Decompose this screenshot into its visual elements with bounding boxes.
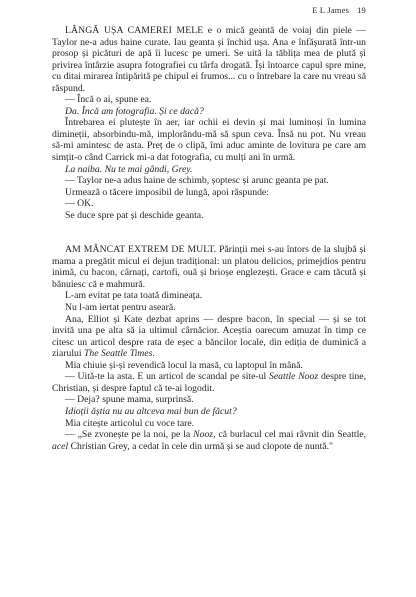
paragraph-9-text: Se duce spre pat și deschide geanta. (65, 209, 204, 221)
paragraph-6 (52, 175, 366, 187)
paragraph-15-italic2: Seattle Nooz (269, 371, 319, 383)
paragraph-15-tail: despre tine, Christian, și despre faptul că te-ai logodit. (52, 371, 367, 394)
paragraph-13-italic2: The Seattle Times (84, 348, 153, 360)
paragraph-1-sc: LÂNGĂ UȘA CAMEREI MELE (65, 25, 204, 36)
paragraph-11-text: L-am evitat pe tata toată dimineața. (65, 290, 203, 302)
paragraph-12 (52, 302, 366, 314)
paragraph-17-italic: Idioții ăștia nu au altceva mai bun de făcut? (65, 405, 237, 417)
running-header (52, 5, 366, 15)
paragraph-11 (52, 290, 366, 302)
paragraph-8 (52, 198, 366, 210)
paragraph-12-text: Nu l-am iertat pentru aseară. (65, 302, 176, 314)
paragraph-13-text: Ana, Elliot și Kate dezbat aprins — despre bacon, în special — și se tot invită una pe alta să ia ultimul cârnăcior. Aceștia oarecum amuzat în timp ce citesc un articol despre rata de eșec a băncilor locale, din ediția de duminică a ziarului (52, 313, 366, 360)
paragraph-13 (52, 314, 366, 360)
paragraph-16 (52, 394, 366, 406)
paragraph-19 (52, 429, 366, 452)
paragraph-10-sc: AM MÂNCAT EXTREM DE MULT. (65, 244, 217, 256)
paragraph-9 (52, 210, 366, 222)
paragraph-14-text: Mia chiuie și-și revendică locul la masă, cu laptopul în mână. (65, 359, 303, 371)
paragraph-15-text: — Uită-te la asta. E un articol de scandal pe site-ul (65, 371, 270, 383)
paragraph-18-text: Mia citește articolul cu voce tare. (65, 417, 195, 429)
header-author: E L James (312, 5, 350, 15)
paragraph-19-italic2: Nooz (193, 429, 214, 441)
paragraph-7-text: Urmează o tăcere imposibil de lungă, apoi răspunde: (65, 186, 269, 198)
paragraph-17 (52, 406, 366, 418)
paragraph-3-italic: Da. Încă am fotografia. Și ce dacă? (65, 105, 204, 117)
paragraph-10 (52, 244, 366, 290)
paragraph-2 (52, 94, 366, 106)
body-text (52, 25, 366, 452)
paragraph-4 (52, 117, 366, 163)
paragraph-1 (52, 25, 366, 94)
paragraph-3 (52, 106, 366, 118)
paragraph-14 (52, 360, 366, 372)
paragraph-8-text: — OK. (65, 198, 94, 210)
page-number: 19 (357, 5, 366, 15)
paragraph-19-tail: , că burlacul cel mai râvnit din Seattle, (213, 429, 366, 441)
paragraph-15 (52, 371, 366, 394)
paragraph-4-text: Întrebarea ei plutește în aer, iar ochii ei devin și mai luminoși în lumina dimineții, absorbindu-mă, implorându-mă să spun ceva. Însă nu pot. Nu vreau să-mi amintesc de asta. Preț de o clipă, îmi aduc aminte de lovitura pe care am simțit-o când Carrick mi-a dat fotografia, cu mulți ani în urmă. (52, 117, 366, 164)
paragraph-7 (52, 187, 366, 199)
paragraph-19-italic3: acel (52, 440, 69, 452)
paragraph-16-text: — Deja? spune mama, surprinsă. (65, 394, 194, 406)
paragraph-5 (52, 164, 366, 176)
paragraph-6-text: — Taylor ne-a adus haine de schimb, șoptesc și arunc geanta pe pat. (65, 175, 329, 187)
paragraph-19-text: — „Se zvonește pe la noi, pe la (65, 429, 194, 441)
paragraph-2-text: — Încă o ai, spune ea. (65, 94, 152, 106)
paragraph-18 (52, 418, 366, 430)
paragraph-13-tail: . (152, 348, 155, 360)
paragraph-10-text: Părinții mei s-au întors de la slujbă și mama a pregătit micul ei dejun tradițional: un platou delicios, primejdios pentru inimă, cu bacon, cârnați, cartofi, ouă și brioșe englezești. Grace e cam tăcută și bănuiesc că e mahmură. (52, 244, 366, 290)
paragraph-19-tail2: Christian Grey, a cedat în cele din urmă și se aud clopote de nuntă." (68, 440, 333, 452)
paragraph-1-text: e o mică geantă de voiaj din piele — Taylor ne-a adus haine curate. Iau geanta și închid ușa. Ana e înfășurată într-un prosop și picături de apă îi lucesc pe umeri. Se uită la tăblița mea de plută și privirea întârzie asupra fotografiei cu târfa drogată. Își întoarce capul spre mine, cu ditai mirarea întipărită pe chipul ei frumos... cu o întrebare la care nu vreau să răspund. (52, 25, 366, 94)
paragraph-5-italic: La naiba. Nu te mai gândi, Grey. (65, 163, 193, 175)
